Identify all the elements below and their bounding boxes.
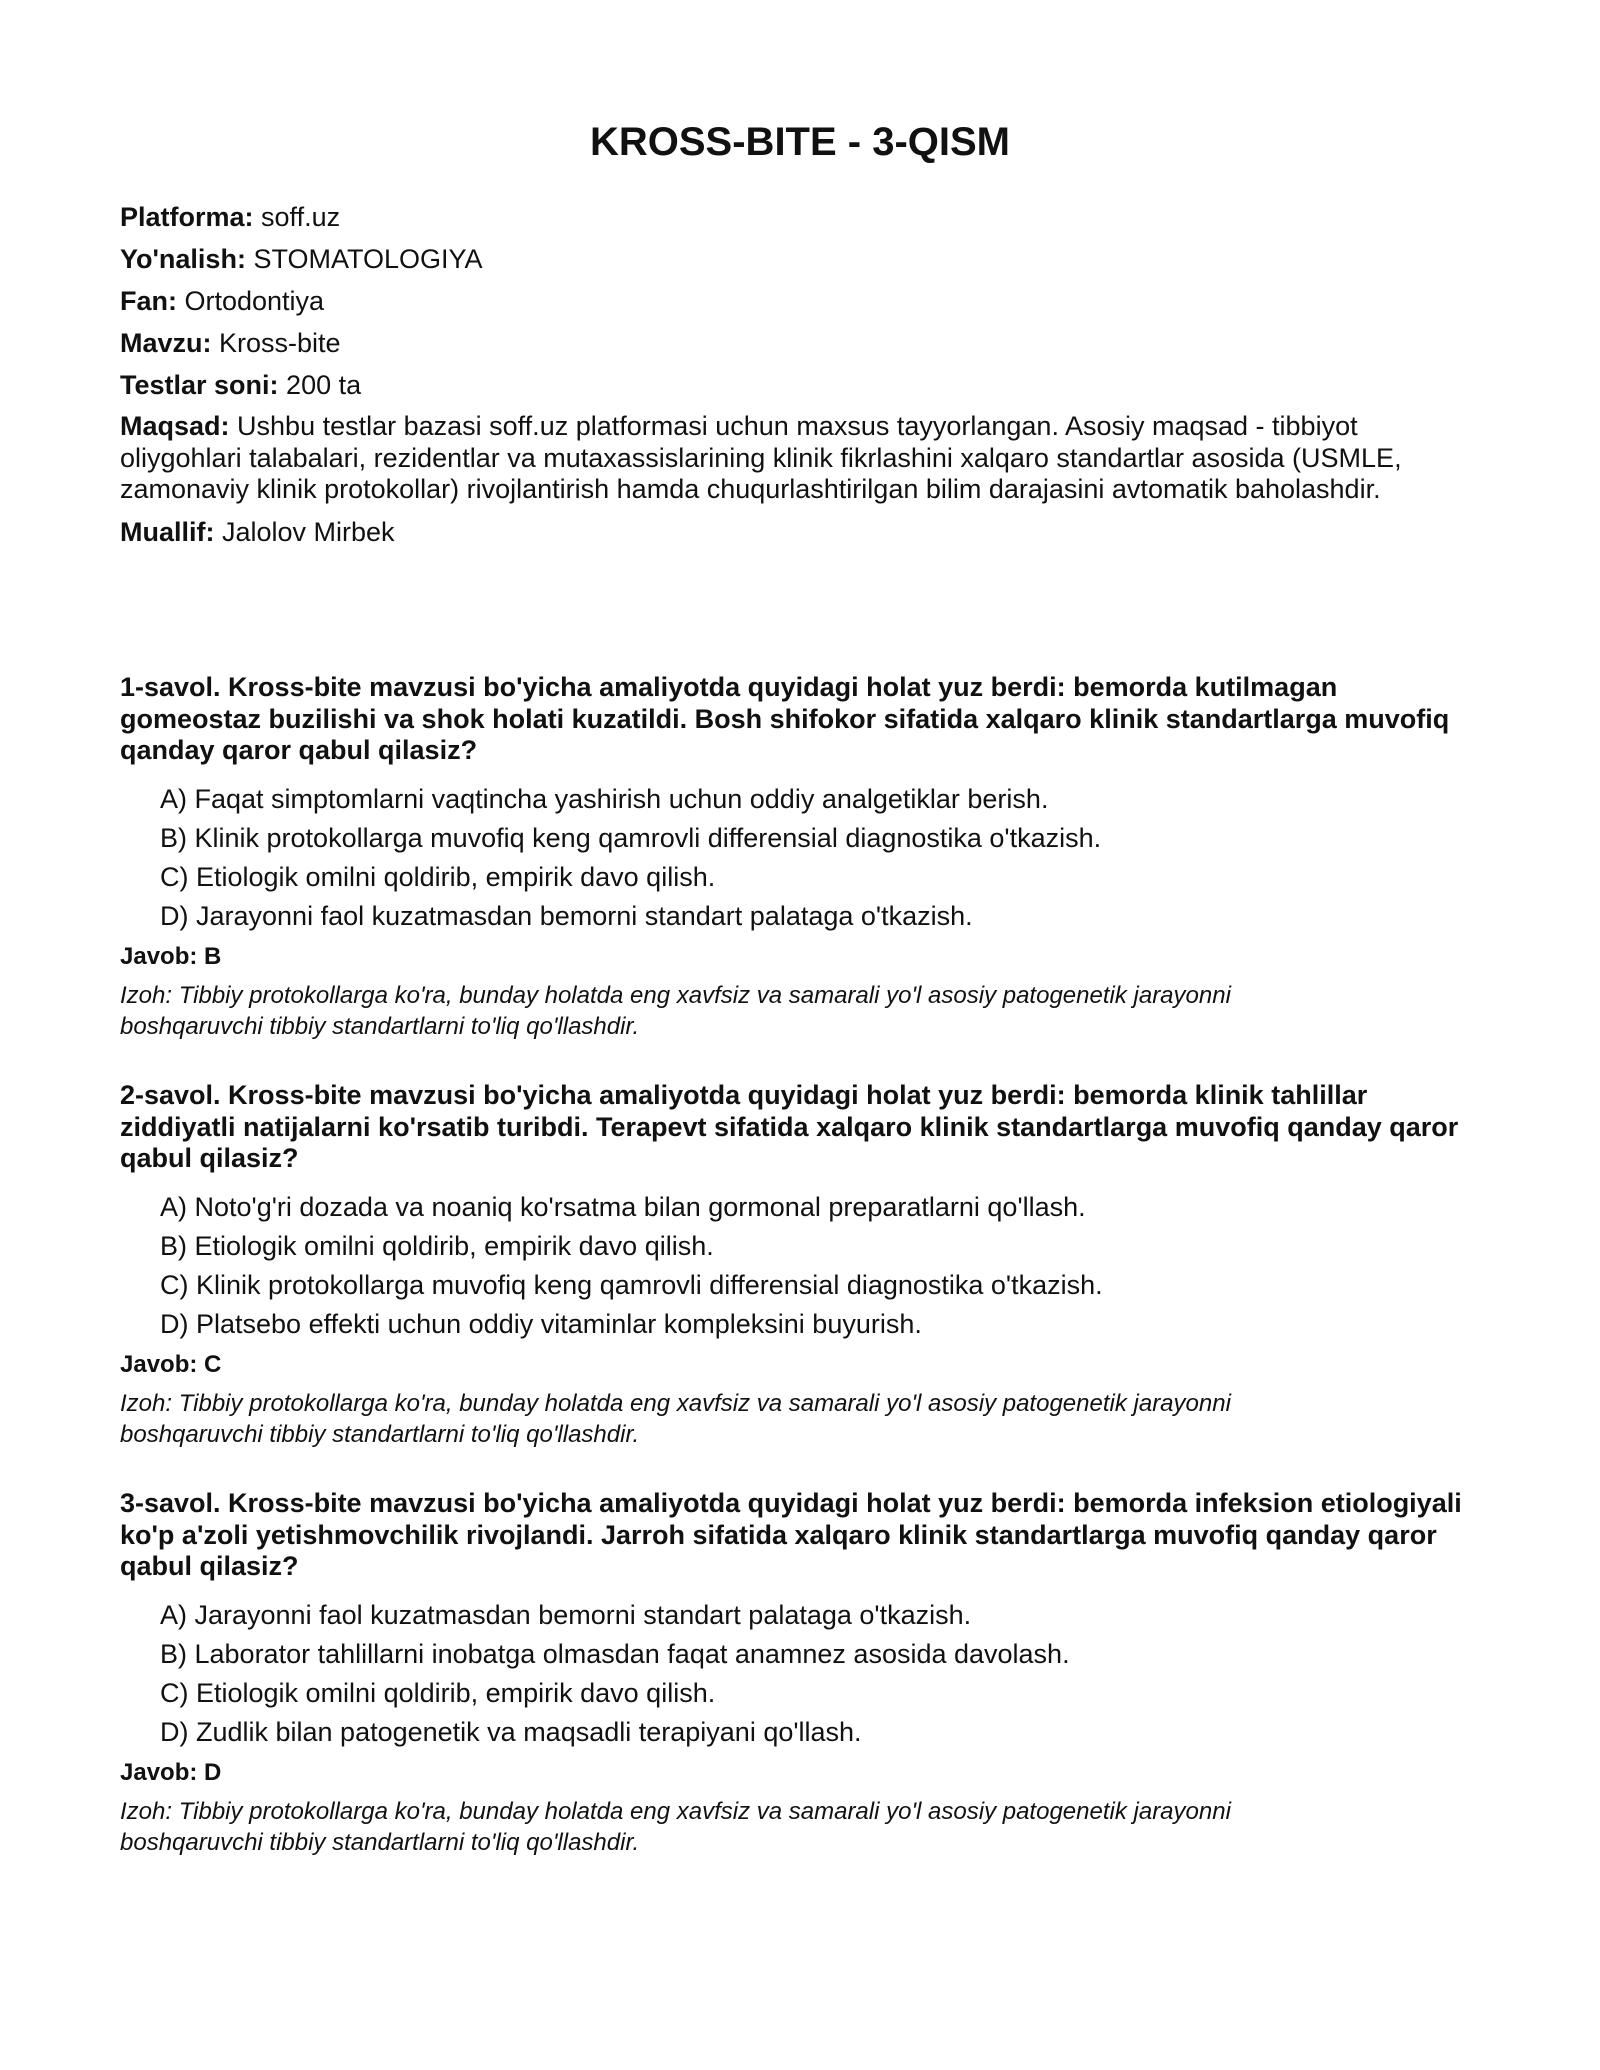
meta-count-value: 200 ta bbox=[278, 370, 362, 400]
question-text: 1-savol. Kross-bite mavzusi bo'yicha amaliyotda quyidagi holat yuz berdi: bemorda kutilmagan gomeostaz buzilishi va shok holati kuzatildi. Bosh shifokor sifatida xalqaro klinik standartlarga muvofiq qanday qaror qabul qilasiz? bbox=[120, 672, 1450, 765]
meta-author bbox=[120, 516, 1460, 548]
option-a: A) Faqat simptomlarni vaqtincha yashirish uchun oddiy analgetiklar berish. bbox=[160, 783, 1049, 814]
option-b: B) Klinik protokollarga muvofiq keng qamrovli differensial diagnostika o'tkazish. bbox=[160, 822, 1102, 853]
option-b: B) Laborator tahlillarni inobatga olmasdan faqat anamnez asosida davolash. bbox=[160, 1638, 1070, 1669]
meta-topic bbox=[120, 327, 1460, 359]
answer-explanation: Izoh: Tibbiy protokollarga ko'ra, bunday holatda eng xavfsiz va samarali yo'l asosiy patogenetik jarayonni boshqaruvchi tibbiy standartlarni to'liq qo'llashdir. bbox=[120, 1389, 1231, 1448]
answer-key: Javob: D bbox=[120, 1758, 222, 1786]
option-a: A) Jarayonni faol kuzatmasdan bemorni standart palataga o'tkazish. bbox=[160, 1599, 972, 1630]
document-title: KROSS-BITE - 3-QISM bbox=[589, 120, 1011, 164]
option-d: D) Zudlik bilan patogenetik va maqsadli terapiyani qo'llash. bbox=[160, 1716, 862, 1747]
option-c: C) Etiologik omilni qoldirib, empirik davo qilish. bbox=[160, 861, 716, 892]
option-list bbox=[120, 783, 1480, 932]
option-a: A) Noto'g'ri dozada va noaniq ko'rsatma bilan gormonal preparatlarni qo'llash. bbox=[160, 1191, 1086, 1222]
meta-platform-label: Platforma: bbox=[120, 202, 254, 232]
document-meta bbox=[120, 201, 1460, 558]
meta-platform bbox=[120, 201, 1460, 233]
question-block bbox=[120, 1488, 1480, 1896]
option-c: C) Klinik protokollarga muvofiq keng qamrovli differensial diagnostika o'tkazish. bbox=[160, 1269, 1103, 1300]
question-block bbox=[120, 672, 1480, 1080]
meta-author-value: Jalolov Mirbek bbox=[214, 516, 395, 547]
meta-direction-label: Yo'nalish: bbox=[120, 244, 246, 274]
meta-subject-label: Fan: bbox=[120, 286, 177, 316]
meta-goal-label: Maqsad: bbox=[120, 411, 230, 441]
meta-direction-value: STOMATOLOGIYA bbox=[245, 244, 483, 274]
question-text: 2-savol. Kross-bite mavzusi bo'yicha amaliyotda quyidagi holat yuz berdi: bemorda klinik tahlillar ziddiyatli natijalarni ko'rsatib turibdi. Terapevt sifatida xalqaro klinik standartlarga muvofiq qanday qaror qabul qilasiz? bbox=[120, 1080, 1459, 1173]
meta-subject-value: Ortodontiya bbox=[177, 286, 325, 316]
answer-key: Javob: B bbox=[120, 942, 222, 970]
meta-count bbox=[120, 369, 1460, 401]
option-c: C) Etiologik omilni qoldirib, empirik davo qilish. bbox=[160, 1677, 716, 1708]
questions-list bbox=[120, 672, 1480, 1896]
option-d: D) Platsebo effekti uchun oddiy vitaminlar kompleksini buyurish. bbox=[160, 1308, 922, 1339]
meta-topic-value: Kross-bite bbox=[211, 328, 341, 358]
meta-topic-label: Mavzu: bbox=[120, 328, 212, 358]
answer-key: Javob: C bbox=[120, 1350, 222, 1378]
meta-direction bbox=[120, 243, 1460, 275]
meta-platform-value: soff.uz bbox=[253, 202, 341, 232]
option-b: B) Etiologik omilni qoldirib, empirik davo qilish. bbox=[160, 1230, 714, 1261]
question-text: 3-savol. Kross-bite mavzusi bo'yicha amaliyotda quyidagi holat yuz berdi: bemorda infeksion etiologiyali ko'p a'zoli yetishmovchilik rivojlandi. Jarroh sifatida xalqaro klinik standartlarga muvofiq qanday qaror qabul qilasiz? bbox=[120, 1488, 1462, 1581]
option-list bbox=[120, 1191, 1480, 1340]
answer-explanation: Izoh: Tibbiy protokollarga ko'ra, bunday holatda eng xavfsiz va samarali yo'l asosiy patogenetik jarayonni boshqaruvchi tibbiy standartlarni to'liq qo'llashdir. bbox=[120, 981, 1231, 1040]
option-list bbox=[120, 1599, 1480, 1748]
meta-author-label: Muallif: bbox=[120, 516, 215, 547]
meta-count-label: Testlar soni: bbox=[120, 370, 279, 400]
answer-explanation: Izoh: Tibbiy protokollarga ko'ra, bunday holatda eng xavfsiz va samarali yo'l asosiy patogenetik jarayonni boshqaruvchi tibbiy standartlarni to'liq qo'llashdir. bbox=[120, 1797, 1231, 1856]
option-d: D) Jarayonni faol kuzatmasdan bemorni standart palataga o'tkazish. bbox=[160, 900, 973, 931]
meta-goal bbox=[120, 411, 1460, 506]
meta-subject bbox=[120, 285, 1460, 317]
meta-goal-value: Ushbu testlar bazasi soff.uz platformasi uchun maxsus tayyorlangan. Asosiy maqsad - tibbiyot oliygohlari talabalari, rezidentlar va mutaxassislarining klinik fikrlashini xalqaro standartlar asosida (USMLE, zamonaviy klinik protokollar) rivojlantirish hamda chuqurlashtirilgan bilim darajasini avtomatik baholashdir. bbox=[120, 411, 1402, 504]
question-block bbox=[120, 1080, 1480, 1488]
